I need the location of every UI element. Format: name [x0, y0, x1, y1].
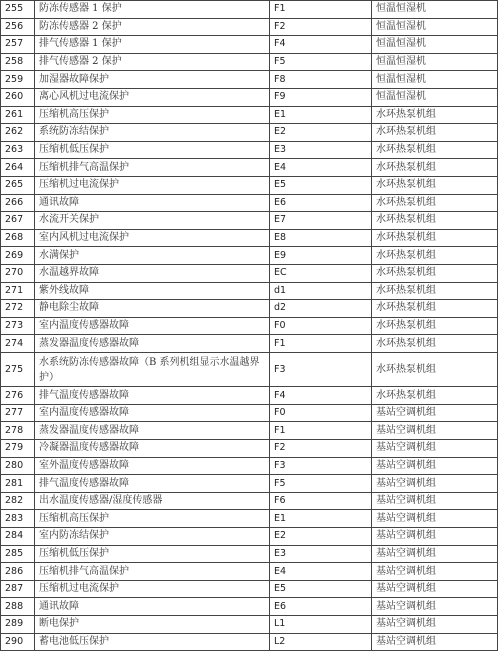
table-row	[1, 247, 498, 265]
table-row	[1, 633, 498, 651]
fault-code: d2	[270, 300, 372, 318]
row-number: 259	[1, 71, 35, 89]
table-row	[1, 545, 498, 563]
fault-code: E6	[270, 194, 372, 212]
row-number: 271	[1, 282, 35, 300]
fault-code: E5	[270, 176, 372, 194]
table-row	[1, 1, 498, 19]
table-row	[1, 212, 498, 230]
table-row	[1, 492, 498, 510]
row-number: 260	[1, 88, 35, 106]
unit-type: 恒温恒湿机	[372, 53, 498, 71]
fault-description: 防冻传感器 2 保护	[35, 18, 270, 36]
unit-type: 基站空调机组	[372, 528, 498, 546]
fault-description: 压缩机过电流保护	[35, 176, 270, 194]
fault-code: E8	[270, 229, 372, 247]
unit-type: 水环热泵机组	[372, 264, 498, 282]
row-number: 288	[1, 598, 35, 616]
unit-type: 水环热泵机组	[372, 387, 498, 405]
row-number: 285	[1, 545, 35, 563]
unit-type: 水环热泵机组	[372, 282, 498, 300]
row-number: 284	[1, 528, 35, 546]
unit-type: 水环热泵机组	[372, 212, 498, 230]
fault-code: E4	[270, 563, 372, 581]
fault-code: E1	[270, 510, 372, 528]
fault-description: 压缩机低压保护	[35, 545, 270, 563]
fault-code: E4	[270, 159, 372, 177]
fault-description: 断电保护	[35, 615, 270, 633]
row-number: 258	[1, 53, 35, 71]
fault-code: E3	[270, 141, 372, 159]
row-number: 277	[1, 404, 35, 422]
fault-description: 压缩机排气高温保护	[35, 563, 270, 581]
fault-code: E2	[270, 124, 372, 142]
fault-code: F3	[270, 457, 372, 475]
fault-description: 水系统防冻传感器故障（B 系列机组显示水温越界护）	[35, 352, 270, 386]
table-row	[1, 53, 498, 71]
fault-code: F4	[270, 387, 372, 405]
fault-code: F9	[270, 88, 372, 106]
table-row	[1, 528, 498, 546]
fault-description: 室内温度传感器故障	[35, 404, 270, 422]
unit-type: 基站空调机组	[372, 633, 498, 651]
table-row	[1, 598, 498, 616]
fault-code: E3	[270, 545, 372, 563]
fault-code: F5	[270, 53, 372, 71]
table-row	[1, 124, 498, 142]
unit-type: 基站空调机组	[372, 510, 498, 528]
fault-code: L1	[270, 615, 372, 633]
fault-code: F1	[270, 422, 372, 440]
row-number: 287	[1, 580, 35, 598]
unit-type: 水环热泵机组	[372, 335, 498, 353]
row-number: 289	[1, 615, 35, 633]
unit-type: 水环热泵机组	[372, 159, 498, 177]
fault-description: 水满保护	[35, 247, 270, 265]
fault-code: E6	[270, 598, 372, 616]
fault-description: 压缩机过电流保护	[35, 580, 270, 598]
unit-type: 基站空调机组	[372, 457, 498, 475]
row-number: 262	[1, 124, 35, 142]
unit-type: 水环热泵机组	[372, 106, 498, 124]
fault-description: 离心风机过电流保护	[35, 88, 270, 106]
row-number: 273	[1, 317, 35, 335]
fault-code: E1	[270, 106, 372, 124]
row-number: 283	[1, 510, 35, 528]
fault-description: 排气温度传感器故障	[35, 387, 270, 405]
fault-description: 室内防冻结保护	[35, 528, 270, 546]
unit-type: 恒温恒湿机	[372, 18, 498, 36]
fault-description: 加湿器故障保护	[35, 71, 270, 89]
row-number: 255	[1, 1, 35, 19]
fault-code: F1	[270, 1, 372, 19]
table-row	[1, 335, 498, 353]
unit-type: 基站空调机组	[372, 598, 498, 616]
fault-code: d1	[270, 282, 372, 300]
table-row	[1, 580, 498, 598]
row-number: 264	[1, 159, 35, 177]
unit-type: 基站空调机组	[372, 580, 498, 598]
table-row	[1, 141, 498, 159]
unit-type: 基站空调机组	[372, 563, 498, 581]
row-number: 279	[1, 440, 35, 458]
table-row	[1, 282, 498, 300]
fault-code: F3	[270, 352, 372, 386]
unit-type: 水环热泵机组	[372, 352, 498, 386]
table-row	[1, 106, 498, 124]
fault-description: 蒸发器温度传感器故障	[35, 335, 270, 353]
fault-code: E7	[270, 212, 372, 230]
fault-code: F5	[270, 475, 372, 493]
row-number: 270	[1, 264, 35, 282]
unit-type: 水环热泵机组	[372, 124, 498, 142]
row-number: 265	[1, 176, 35, 194]
fault-code: F2	[270, 18, 372, 36]
table-row	[1, 457, 498, 475]
fault-description: 蓄电池低压保护	[35, 633, 270, 651]
fault-description: 通讯故障	[35, 194, 270, 212]
table-row	[1, 176, 498, 194]
unit-type: 水环热泵机组	[372, 300, 498, 318]
table-row	[1, 18, 498, 36]
fault-code: L2	[270, 633, 372, 651]
fault-description: 排气温度传感器故障	[35, 475, 270, 493]
table-row	[1, 71, 498, 89]
row-number: 278	[1, 422, 35, 440]
fault-description: 压缩机低压保护	[35, 141, 270, 159]
unit-type: 水环热泵机组	[372, 247, 498, 265]
table-row	[1, 387, 498, 405]
unit-type: 恒温恒湿机	[372, 71, 498, 89]
fault-description: 压缩机排气高温保护	[35, 159, 270, 177]
table-row	[1, 194, 498, 212]
fault-description: 室外温度传感器故障	[35, 457, 270, 475]
fault-description: 静电除尘故障	[35, 300, 270, 318]
fault-description: 防冻传感器 1 保护	[35, 1, 270, 19]
fault-description: 蒸发器温度传感器故障	[35, 422, 270, 440]
fault-code: EC	[270, 264, 372, 282]
fault-description: 紫外线故障	[35, 282, 270, 300]
row-number: 275	[1, 352, 35, 386]
row-number: 268	[1, 229, 35, 247]
fault-code: F4	[270, 36, 372, 54]
table-row	[1, 300, 498, 318]
unit-type: 水环热泵机组	[372, 141, 498, 159]
row-number: 261	[1, 106, 35, 124]
fault-description: 室内温度传感器故障	[35, 317, 270, 335]
table-row	[1, 88, 498, 106]
unit-type: 基站空调机组	[372, 404, 498, 422]
row-number: 280	[1, 457, 35, 475]
table-row	[1, 317, 498, 335]
fault-description: 系统防冻结保护	[35, 124, 270, 142]
fault-description: 通讯故障	[35, 598, 270, 616]
row-number: 276	[1, 387, 35, 405]
row-number: 266	[1, 194, 35, 212]
fault-description: 排气传感器 1 保护	[35, 36, 270, 54]
table-row	[1, 159, 498, 177]
fault-code: F0	[270, 404, 372, 422]
fault-code: F6	[270, 492, 372, 510]
fault-code: E2	[270, 528, 372, 546]
fault-code: F2	[270, 440, 372, 458]
unit-type: 基站空调机组	[372, 615, 498, 633]
fault-code-table-body	[1, 1, 498, 651]
fault-description: 室内风机过电流保护	[35, 229, 270, 247]
unit-type: 水环热泵机组	[372, 194, 498, 212]
row-number: 281	[1, 475, 35, 493]
table-row	[1, 229, 498, 247]
fault-code: E5	[270, 580, 372, 598]
unit-type: 水环热泵机组	[372, 229, 498, 247]
fault-description: 水温越界故障	[35, 264, 270, 282]
fault-description: 压缩机高压保护	[35, 510, 270, 528]
row-number: 274	[1, 335, 35, 353]
unit-type: 恒温恒湿机	[372, 88, 498, 106]
fault-description: 冷凝器温度传感器故障	[35, 440, 270, 458]
unit-type: 基站空调机组	[372, 422, 498, 440]
row-number: 267	[1, 212, 35, 230]
fault-description: 排气传感器 2 保护	[35, 53, 270, 71]
fault-code: E9	[270, 247, 372, 265]
table-row	[1, 615, 498, 633]
row-number: 286	[1, 563, 35, 581]
table-row	[1, 510, 498, 528]
table-row	[1, 404, 498, 422]
table-row	[1, 352, 498, 386]
unit-type: 恒温恒湿机	[372, 1, 498, 19]
unit-type: 基站空调机组	[372, 545, 498, 563]
row-number: 282	[1, 492, 35, 510]
table-row	[1, 563, 498, 581]
table-row	[1, 422, 498, 440]
unit-type: 基站空调机组	[372, 440, 498, 458]
row-number: 257	[1, 36, 35, 54]
row-number: 256	[1, 18, 35, 36]
row-number: 290	[1, 633, 35, 651]
fault-code: F8	[270, 71, 372, 89]
table-row	[1, 264, 498, 282]
row-number: 269	[1, 247, 35, 265]
fault-description: 出水温度传感器/湿度传感器	[35, 492, 270, 510]
row-number: 263	[1, 141, 35, 159]
table-row	[1, 36, 498, 54]
fault-description: 压缩机高压保护	[35, 106, 270, 124]
unit-type: 恒温恒湿机	[372, 36, 498, 54]
unit-type: 基站空调机组	[372, 492, 498, 510]
table-row	[1, 475, 498, 493]
row-number: 272	[1, 300, 35, 318]
unit-type: 水环热泵机组	[372, 176, 498, 194]
fault-description: 水流开关保护	[35, 212, 270, 230]
fault-code: F0	[270, 317, 372, 335]
fault-code: F1	[270, 335, 372, 353]
table-row	[1, 440, 498, 458]
unit-type: 基站空调机组	[372, 475, 498, 493]
unit-type: 水环热泵机组	[372, 317, 498, 335]
